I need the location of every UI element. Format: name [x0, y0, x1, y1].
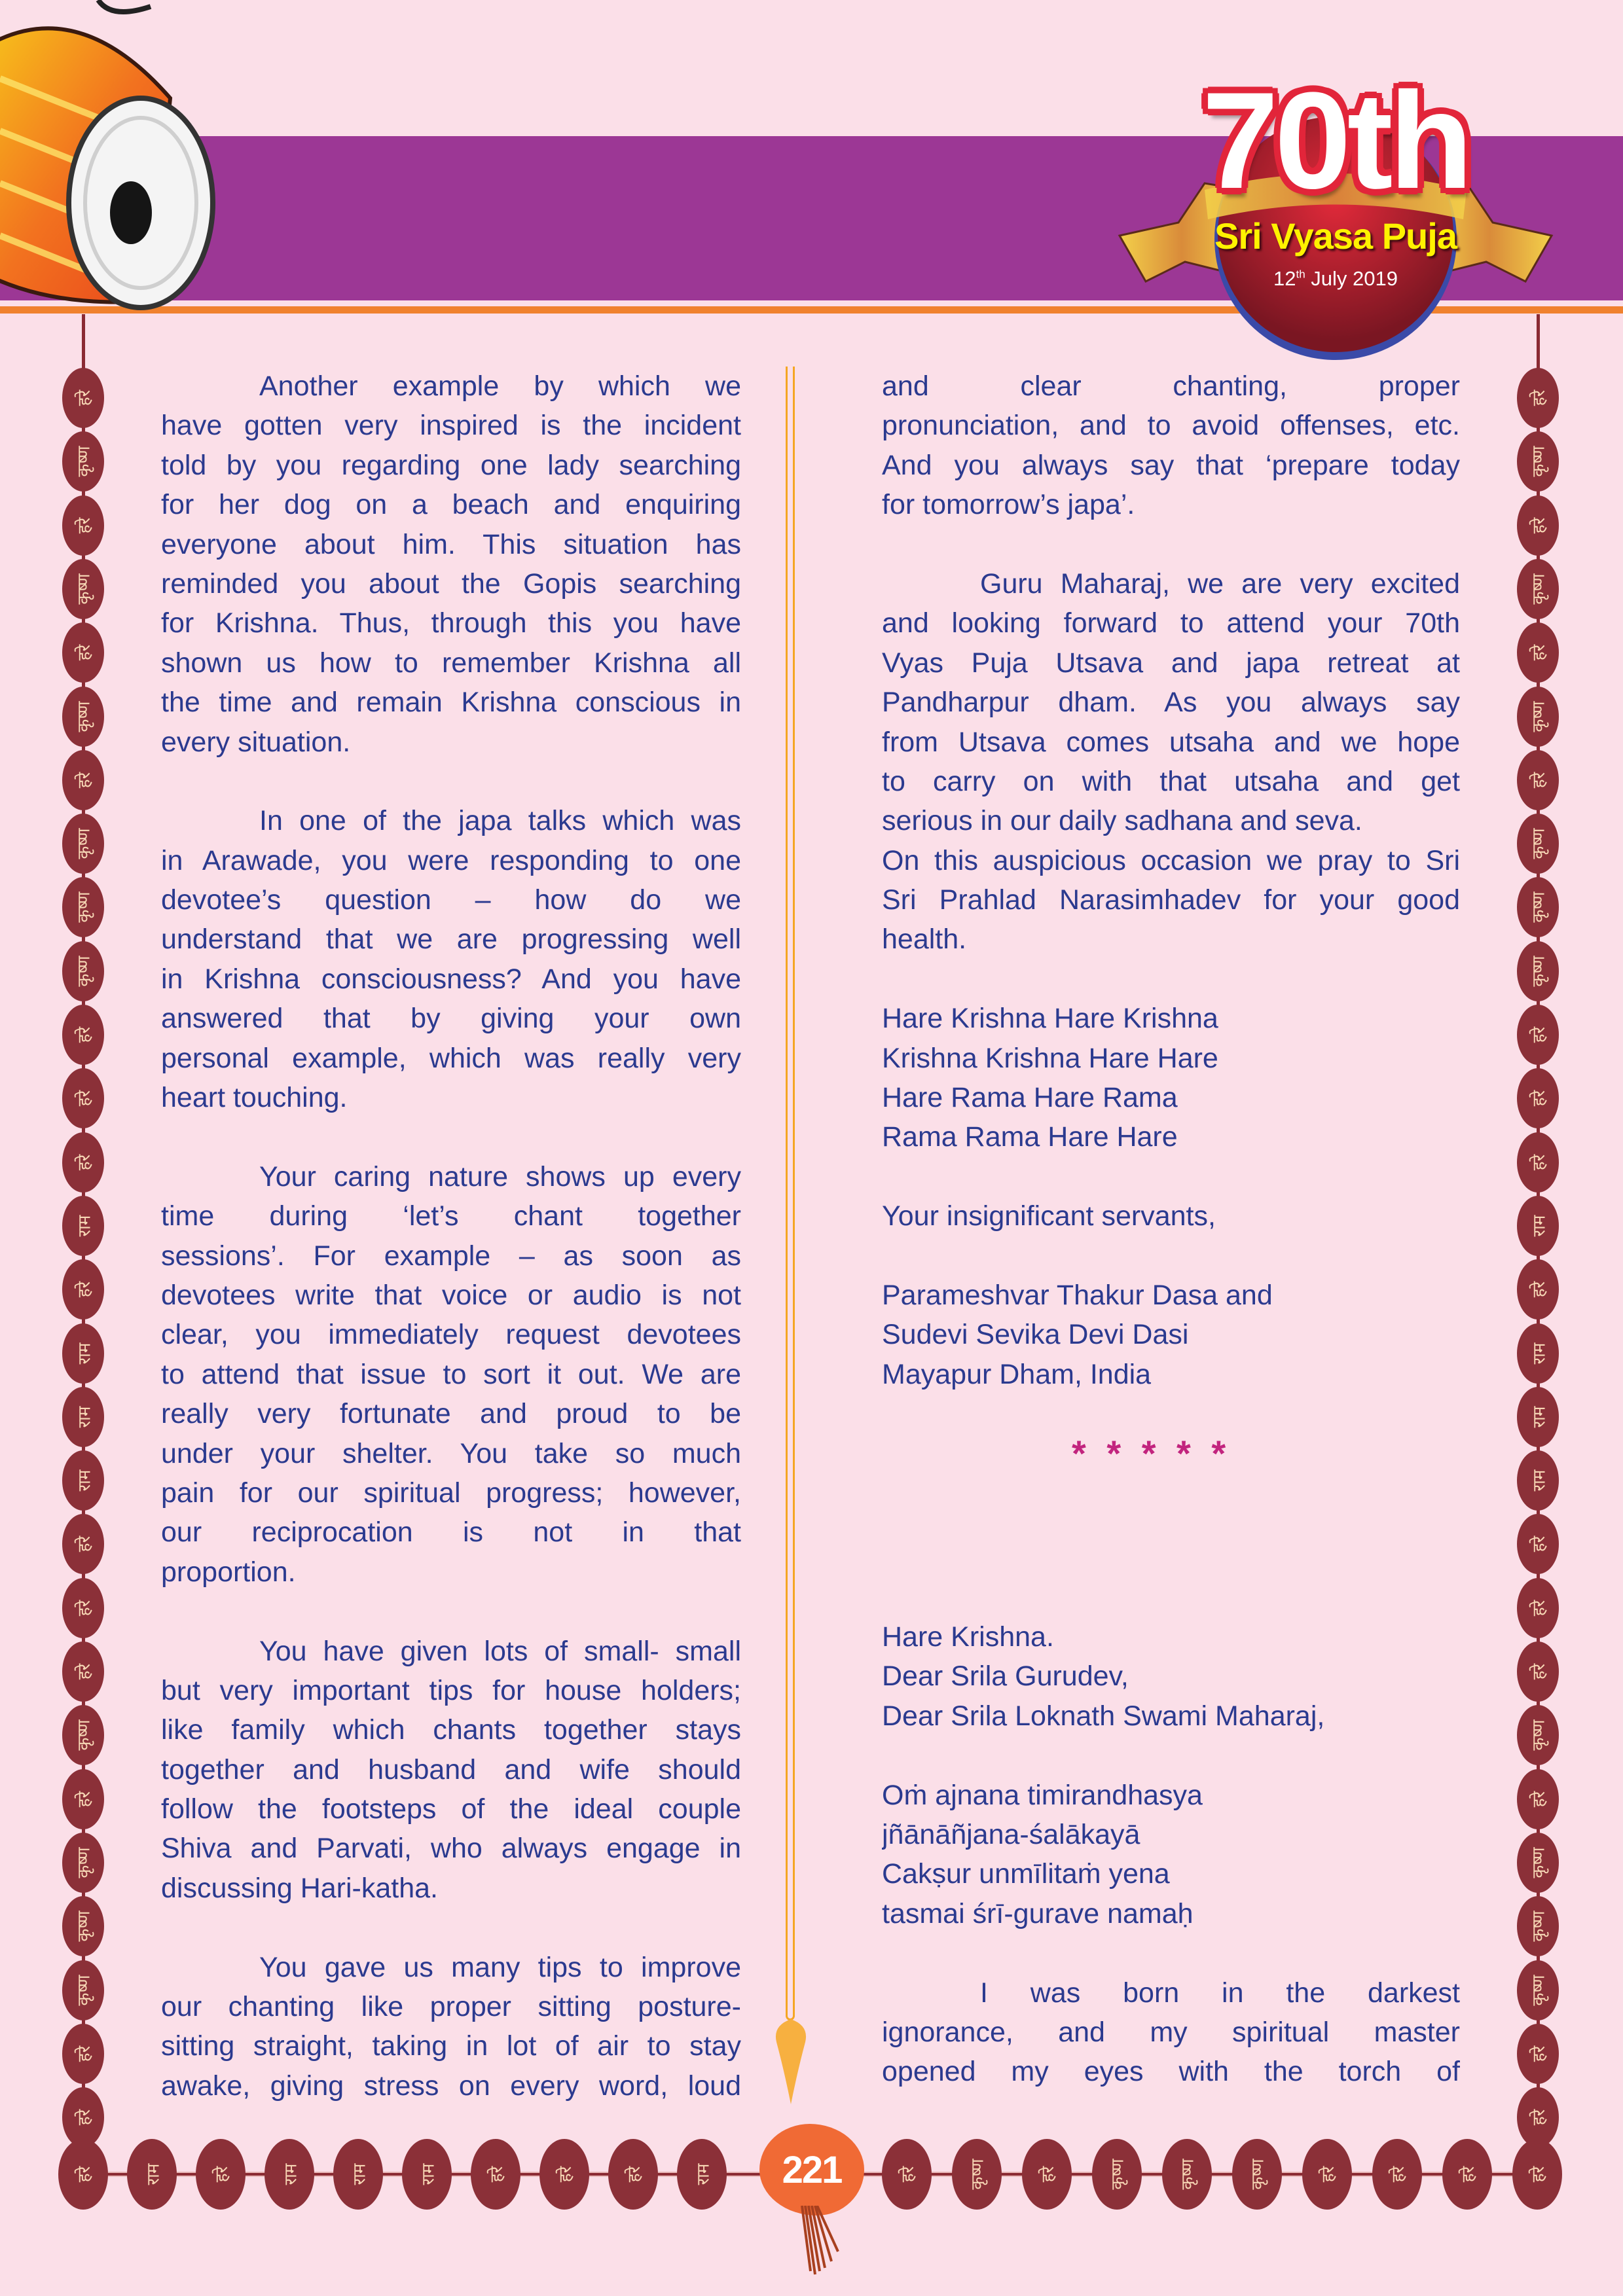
bead-mantra-label: हरे	[1528, 1663, 1548, 1680]
bead-mantra-label: कृष्ण	[73, 956, 94, 987]
text-line: On this auspicious occasion we pray to Sri	[882, 844, 1460, 876]
bead-mantra-label: कृष्ण	[1177, 2159, 1197, 2190]
text-line: Your caring nature shows up every	[259, 1160, 741, 1193]
bead-mantra-label: हरे	[211, 2166, 231, 2183]
japa-bead	[62, 941, 104, 1001]
japa-bead	[1517, 1960, 1559, 2020]
text-line: sitting straight, taking in lot of air to stay	[161, 2030, 741, 2062]
section-separator: * * * * *	[1072, 1432, 1231, 1474]
bead-mantra-label: हरे	[1528, 517, 1548, 533]
badge-date-day: 12	[1273, 267, 1296, 290]
japa-bead	[62, 1833, 104, 1893]
paragraph	[882, 367, 1460, 525]
bead-mantra-label: हरे	[1528, 644, 1548, 661]
bead-mantra-label: कृष्ण	[73, 828, 94, 859]
bead-mantra-label: कृष्ण	[73, 1910, 94, 1942]
japa-bead	[62, 1896, 104, 1956]
bead-mantra-label: हरे	[555, 2166, 575, 2183]
text-line: jñānāñjana-śalākayā	[882, 1818, 1140, 1850]
japa-bead	[62, 1641, 104, 1702]
bead-mantra-label: हरे	[73, 2166, 94, 2183]
japa-bead	[62, 559, 104, 619]
bead-mantra-label: कृष्ण	[1528, 956, 1548, 987]
text-line: and clear chanting, proper	[882, 370, 1460, 402]
bead-mantra-label: हरे	[1527, 2166, 1548, 2183]
japa-bead	[62, 1387, 104, 1447]
text-line: follow the footsteps of the ideal couple	[161, 1793, 741, 1825]
text-line: together and husband and wife should	[161, 1753, 741, 1785]
badge-anniversary-number: 70th	[1202, 63, 1469, 217]
text-line: sessions’. For example – as soon as	[161, 1240, 741, 1272]
text-line: Sri Prahlad Narasimhadev for your good	[882, 884, 1460, 916]
bead-mantra-label: कृष्ण	[73, 1719, 94, 1751]
bead-mantra-label: कृष्ण	[1247, 2159, 1267, 2190]
japa-bead	[1517, 1641, 1559, 1702]
japa-bead	[1372, 2139, 1422, 2210]
text-line: heart touching.	[161, 1082, 348, 1114]
text-line: Your insignificant servants,	[882, 1200, 1216, 1232]
bead-mantra-label: हरे	[73, 2045, 94, 2062]
japa-bead	[1517, 622, 1559, 683]
text-line: discussing Hari-katha.	[161, 1872, 439, 1904]
text-line: I was born in the darkest	[980, 1977, 1460, 2009]
text-line: Shiva and Parvati, who always engage in	[161, 1833, 741, 1865]
text-line: serious in our daily sadhana and seva.	[882, 805, 1362, 837]
text-line: the time and remain Krishna conscious in	[161, 687, 741, 719]
japa-bead	[1517, 2024, 1559, 2084]
bead-mantra-label: कृष्ण	[1528, 828, 1548, 859]
bead-mantra-label: राम	[1528, 1342, 1548, 1364]
japa-bead	[1517, 1323, 1559, 1384]
bead-mantra-label: कृष्ण	[73, 446, 94, 477]
bead-mantra-label: कृष्ण	[1528, 573, 1548, 605]
paragraph	[882, 1973, 1460, 2092]
japa-bead	[62, 1323, 104, 1384]
japa-bead	[62, 750, 104, 810]
japa-bead	[1517, 559, 1559, 619]
japa-bead	[1302, 2139, 1352, 2210]
japa-bead	[539, 2139, 589, 2210]
japa-bead	[62, 1578, 104, 1638]
japa-bead	[1517, 1705, 1559, 1765]
text-line: time during ‘let’s chant together	[161, 1200, 741, 1232]
closing	[882, 1196, 1460, 1236]
bead-mantra-label: राम	[280, 2163, 300, 2185]
japa-bead	[62, 495, 104, 556]
text-line: devotees write that voice or audio is not	[161, 1279, 741, 1311]
bead-mantra-label: कृष्ण	[1107, 2159, 1127, 2190]
text-line: Vyas Puja Utsava and japa retreat at	[882, 647, 1460, 679]
bead-mantra-label: राम	[73, 1215, 94, 1237]
japa-bead	[62, 1960, 104, 2020]
paragraph	[161, 367, 741, 762]
text-line: pain for our spiritual progress; however,	[161, 1477, 741, 1509]
text-line: Hare Krishna.	[882, 1621, 1054, 1653]
japa-bead	[1512, 2139, 1562, 2210]
japa-bead	[62, 622, 104, 683]
text-line: everyone about him. This situation has	[161, 528, 741, 560]
japa-bead	[1442, 2139, 1492, 2210]
bead-mantra-label: राम	[417, 2163, 437, 2185]
bead-mantra-label: कृष्ण	[1528, 446, 1548, 477]
text-line: In one of the japa talks which was	[259, 805, 741, 837]
bead-mantra-label: हरे	[1528, 1281, 1548, 1298]
badge-date-suffix: th	[1296, 268, 1305, 281]
bead-mantra-label: हरे	[1037, 2166, 1057, 2183]
text-line: tasmai śrī-gurave namaḥ	[882, 1897, 1194, 1929]
japa-bead	[1517, 368, 1559, 428]
bead-mantra-label: राम	[692, 2163, 712, 2185]
text-line: Hare Krishna Hare Krishna	[882, 1003, 1218, 1035]
text-line: answered that by giving your own	[161, 1003, 741, 1035]
badge-title: Sri Vyasa Puja	[1214, 215, 1457, 257]
anniversary-badge	[1106, 59, 1565, 360]
text-line: told by you regarding one lady searching	[161, 449, 741, 481]
bead-mantra-label: हरे	[897, 2166, 917, 2183]
bead-mantra-label: हरे	[73, 389, 94, 406]
japa-bead	[1517, 1578, 1559, 1638]
bead-mantra-label: राम	[348, 2163, 369, 2185]
bead-mantra-label: कृष्ण	[73, 891, 94, 923]
japa-bead	[1517, 1769, 1559, 1829]
paragraph	[161, 1632, 741, 1909]
text-line: have gotten very inspired is the incident	[161, 410, 741, 442]
japa-bead	[62, 368, 104, 428]
japa-bead	[1162, 2139, 1212, 2210]
japa-bead	[1517, 877, 1559, 937]
bead-mantra-label: हरे	[1528, 1026, 1548, 1043]
text-line: Parameshvar Thakur Dasa and	[882, 1279, 1273, 1311]
bead-tassel-icon	[779, 2206, 858, 2278]
japa-bead	[1517, 1068, 1559, 1128]
japa-bead	[1517, 1514, 1559, 1574]
bead-mantra-label: कृष्ण	[1528, 1910, 1548, 1942]
bead-mantra-label: राम	[1528, 1215, 1548, 1237]
bead-mantra-label: कृष्ण	[73, 700, 94, 732]
paragraph	[161, 1948, 741, 2106]
text-line: health.	[882, 924, 967, 956]
japa-bead	[402, 2139, 452, 2210]
japa-bead	[1517, 1132, 1559, 1193]
bead-mantra-label: राम	[73, 1469, 94, 1492]
text-line: for her dog on a beach and enquiring	[161, 489, 741, 521]
bead-mantra-label: हरे	[73, 772, 94, 789]
text-line: Mayapur Dham, India	[882, 1358, 1152, 1390]
badge-date	[1106, 267, 1565, 291]
bead-mantra-label: कृष्ण	[73, 1974, 94, 2006]
text-line: pronunciation, and to avoid offenses, etc.	[882, 410, 1460, 442]
bead-mantra-label: कृष्ण	[73, 1847, 94, 1878]
japa-bead	[1517, 1450, 1559, 1511]
bead-mantra-label: हरे	[1528, 1536, 1548, 1552]
bead-mantra-label: कृष्ण	[1528, 1719, 1548, 1751]
mahamantra	[882, 999, 1460, 1157]
page-number: 221	[759, 2124, 864, 2215]
bead-mantra-label: राम	[142, 2163, 162, 2185]
japa-bead	[882, 2139, 932, 2210]
japa-bead	[1517, 1896, 1559, 1956]
japa-bead	[1232, 2139, 1282, 2210]
bead-mantra-label: हरे	[1457, 2166, 1478, 2183]
japa-bead	[62, 1705, 104, 1765]
right-text-column	[882, 367, 1460, 1473]
text-line: shown us how to remember Krishna all	[161, 647, 741, 679]
japa-bead	[677, 2139, 727, 2210]
japa-bead	[1022, 2139, 1072, 2210]
japa-bead	[1092, 2139, 1142, 2210]
right-text-column-letter2	[882, 1617, 1460, 2092]
text-line: for Krishna. Thus, through this you have	[161, 607, 741, 639]
bead-mantra-label: कृष्ण	[967, 2159, 987, 2190]
left-text-column	[161, 367, 741, 2106]
bead-mantra-label: हरे	[623, 2166, 644, 2183]
bead-mantra-label: हरे	[73, 1536, 94, 1552]
bead-mantra-label: राम	[73, 1342, 94, 1364]
japa-bead	[952, 2139, 1002, 2210]
japa-bead	[1517, 687, 1559, 747]
bead-mantra-label: हरे	[73, 1791, 94, 1807]
bead-mantra-label: हरे	[1528, 1600, 1548, 1616]
bead-mantra-label: कृष्ण	[1528, 700, 1548, 732]
bead-mantra-label: हरे	[1387, 2166, 1408, 2183]
bead-mantra-label: हरे	[1528, 389, 1548, 406]
bead-mantra-label: कृष्ण	[1528, 1974, 1548, 2006]
text-line: devotee’s question – how do we	[161, 884, 741, 916]
bead-mantra-label: हरे	[73, 1600, 94, 1616]
text-line: in Krishna consciousness? And you have	[161, 963, 741, 995]
text-line: Dear Srila Gurudev,	[882, 1660, 1129, 1693]
text-line: in Arawade, you were responding to one	[161, 844, 741, 876]
japa-bead	[1517, 431, 1559, 492]
bead-mantra-label: राम	[1528, 1406, 1548, 1428]
text-line: personal example, which was really very	[161, 1042, 741, 1074]
bead-mantra-label: हरे	[1528, 1154, 1548, 1170]
japa-bead	[127, 2139, 177, 2210]
text-line: reminded you about the Gopis searching	[161, 567, 741, 600]
bead-mantra-label: हरे	[1528, 2109, 1548, 2126]
japa-bead	[62, 1068, 104, 1128]
text-line: from Utsava comes utsaha and we hope	[882, 726, 1460, 758]
text-line: opened my eyes with the torch of	[882, 2056, 1460, 2088]
japa-bead	[1517, 1833, 1559, 1893]
bead-mantra-label: हरे	[1317, 2166, 1338, 2183]
bead-mantra-label: राम	[1528, 1469, 1548, 1492]
text-line: understand that we are progressing well	[161, 924, 741, 956]
text-line: and looking forward to attend your 70th	[882, 607, 1460, 639]
badge-date-month-year: July 2019	[1311, 267, 1398, 290]
text-line: Dear Srila Loknath Swami Maharaj,	[882, 1700, 1325, 1732]
bead-mantra-label: हरे	[73, 1154, 94, 1170]
divider-drop-ornament	[771, 2019, 811, 2104]
japa-bead	[264, 2139, 314, 2210]
text-line: Hare Rama Hare Rama	[882, 1082, 1178, 1114]
text-line: Oṁ ajnana timirandhasya	[882, 1779, 1203, 1811]
japa-bead	[1517, 814, 1559, 874]
bead-mantra-label: हरे	[1528, 1791, 1548, 1807]
japa-bead	[62, 1132, 104, 1193]
japa-bead	[62, 1196, 104, 1256]
text-line: You gave us many tips to improve	[259, 1951, 741, 1983]
text-line: Cakṣur unmīlitaṁ yena	[882, 1858, 1170, 1890]
text-line: like family which chants together stays	[161, 1714, 741, 1746]
japa-bead	[62, 687, 104, 747]
japa-bead	[62, 2024, 104, 2084]
bead-mantra-label: कृष्ण	[1528, 891, 1548, 923]
japa-bead	[196, 2139, 246, 2210]
japa-bead	[58, 2139, 108, 2210]
text-line: clear, you immediately request devotees	[161, 1319, 741, 1351]
paragraph	[161, 1157, 741, 1592]
text-line: our reciprocation is not in that	[161, 1516, 741, 1549]
text-line: really very fortunate and proud to be	[161, 1398, 741, 1430]
text-line: Another example by which we	[259, 370, 741, 402]
paragraph	[882, 564, 1460, 841]
japa-bead	[62, 1450, 104, 1511]
japa-bead	[471, 2139, 520, 2210]
bead-mantra-label: हरे	[486, 2166, 506, 2183]
text-line: Rama Rama Hare Hare	[882, 1121, 1178, 1153]
japa-bead	[62, 1514, 104, 1574]
japa-bead	[62, 877, 104, 937]
japa-bead	[1517, 1005, 1559, 1065]
text-line: every situation.	[161, 726, 351, 758]
japa-bead	[333, 2139, 383, 2210]
japa-bead	[62, 1769, 104, 1829]
mridanga-drum-illustration	[0, 0, 249, 321]
japa-bead	[1517, 1196, 1559, 1256]
japa-bead	[62, 1005, 104, 1065]
paragraph	[161, 801, 741, 1117]
text-line: for tomorrow’s japa’.	[882, 489, 1135, 521]
text-line: to attend that issue to sort it out. We are	[161, 1358, 741, 1390]
text-line: Sudevi Sevika Devi Dasi	[882, 1319, 1189, 1351]
bead-mantra-label: हरे	[73, 644, 94, 661]
text-line: proportion.	[161, 1556, 296, 1588]
text-line: Guru Maharaj, we are very excited	[980, 567, 1460, 600]
japa-bead	[62, 814, 104, 874]
bead-mantra-label: हरे	[73, 1281, 94, 1298]
bead-mantra-label: हरे	[73, 2109, 94, 2126]
bead-mantra-label: राम	[73, 1406, 94, 1428]
japa-bead	[1517, 750, 1559, 810]
bead-mantra-label: हरे	[73, 1026, 94, 1043]
japa-bead	[62, 1259, 104, 1319]
text-line: You have given lots of small- small	[259, 1635, 741, 1667]
signature	[882, 1276, 1460, 1394]
bead-mantra-label: हरे	[1528, 772, 1548, 789]
verse	[882, 1776, 1460, 1934]
text-line: Krishna Krishna Hare Hare	[882, 1042, 1218, 1074]
japa-bead	[1517, 495, 1559, 556]
bead-mantra-label: कृष्ण	[1528, 1847, 1548, 1878]
bead-mantra-label: हरे	[73, 517, 94, 533]
japa-bead	[1517, 1387, 1559, 1447]
bead-mantra-label: हरे	[1528, 2045, 1548, 2062]
bead-mantra-label: हरे	[73, 1663, 94, 1680]
bead-mantra-label: हरे	[1528, 1090, 1548, 1107]
text-line: And you always say that ‘prepare today	[882, 449, 1460, 481]
japa-bead	[608, 2139, 658, 2210]
text-line: ignorance, and my spiritual master	[882, 2016, 1460, 2048]
column-divider	[786, 367, 795, 2020]
salutation	[882, 1617, 1460, 1736]
text-line: under your shelter. You take so much	[161, 1437, 741, 1469]
text-line: our chanting like proper sitting posture-	[161, 1991, 741, 2023]
text-line: Pandharpur dham. As you always say	[882, 687, 1460, 719]
japa-bead	[1517, 941, 1559, 1001]
bead-mantra-label: कृष्ण	[73, 573, 94, 605]
text-line: but very important tips for house holders;	[161, 1674, 741, 1706]
bead-mantra-label: हरे	[73, 1090, 94, 1107]
japa-bead	[1517, 1259, 1559, 1319]
text-line: awake, giving stress on every word, loud	[161, 2070, 741, 2102]
text-line: to carry on with that utsaha and get	[882, 765, 1460, 797]
japa-bead	[62, 431, 104, 492]
paragraph	[882, 841, 1460, 960]
